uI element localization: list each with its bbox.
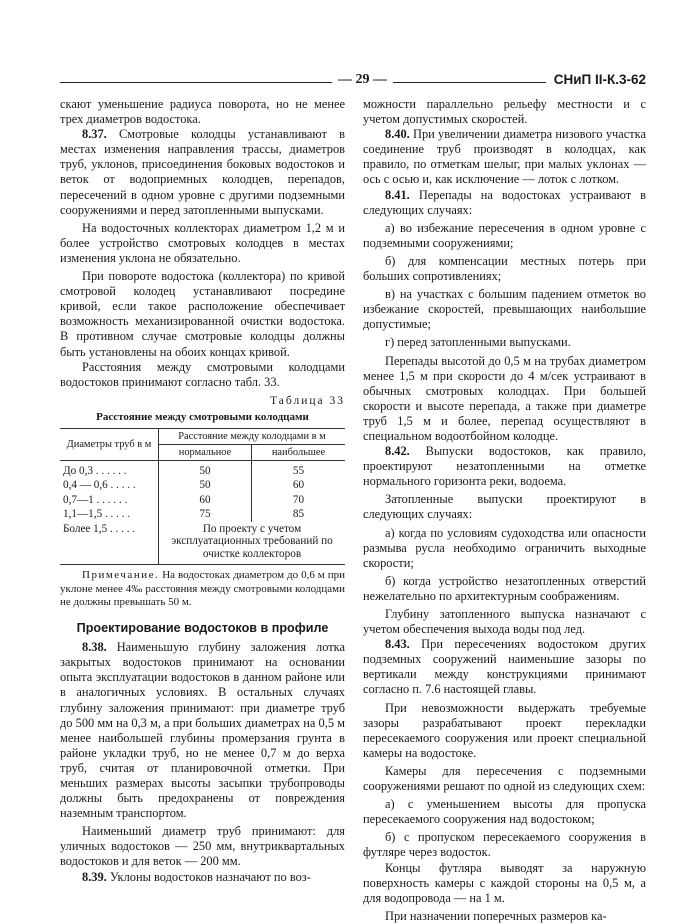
table-row: Более 1,5 . . . . . По проекту с учетом эксплуатационных требований по очистке коллекторов <box>60 522 345 565</box>
list-item: б) когда устройство незатопленных отверстий нежелательно по архитектурным соображениям. <box>363 573 646 603</box>
table-row: До 0,3 . . . . . . 50 55 <box>60 460 345 478</box>
table-row: 0,4 — 0,6 . . . . . 50 60 <box>60 478 345 493</box>
right-column <box>363 97 646 924</box>
list-item: а) во избежание пересечения в одном уровне с подземными сооружениями; <box>363 220 646 250</box>
clause-text: Уклоны водостоков назначают по воз- <box>106 869 311 884</box>
page-number: — 29 — <box>332 72 393 88</box>
paragraph-continuation: можности параллельно рельефу местности и с учетом допустимых скоростей. <box>363 97 646 127</box>
clause-text: При увеличении диаметра низового участка соединение труб производят в колодцах, как правило, по отметкам шелыг, при малых уклонах — ось с осью и, как исключение — лоток с лотком. <box>363 127 646 187</box>
table-header-distance: Расстояние между колодцами в м <box>159 428 346 444</box>
table-note <box>60 569 345 609</box>
table-header-max: наибольшее <box>251 444 345 460</box>
paragraph-drops: Перепады высотой до 0,5 м на трубах диаметром менее 1,5 м при скорости до 4 м/сек устраивают в обычных смотровых колодцах. При большей скорости и высоте перепада, а также при диаметре труб 1,5 м и более, перепад осуществляют в специальном водоотбойном колодце. <box>363 353 646 443</box>
clause-text: Перепады на водостоках устраивают в следующих случаях: <box>363 187 646 217</box>
paragraph-flooded-outlets: Затопленные выпуски проектируют в следующих случаях: <box>363 492 646 522</box>
table-title: Расстояние между смотровыми колодцами <box>96 410 309 423</box>
table-caption: Таблица 33 <box>270 394 345 407</box>
list-item: г) перед затопленными выпусками. <box>385 335 571 350</box>
table-row: 0,7—1 . . . . . . 60 70 <box>60 493 345 508</box>
clause-text: При пересечениях водостоком других подземных сооружений наименьшие зазоры по вертикали между конструкциями принимают согласно п. 7.6 настоящей главы. <box>363 637 646 697</box>
paragraph-casing-ends: Концы футляра выводят за наружную поверхность камеры с каждой стороны на 0,5 м, а для водопровода — на 1 м. <box>363 860 646 905</box>
paragraph-8-39 <box>60 870 345 885</box>
list-item: б) с пропуском пересекаемого сооружения в футляре через водосток. <box>363 830 646 860</box>
table-header-normal: нормальное <box>159 444 252 460</box>
paragraph-8-42 <box>363 444 646 489</box>
table-bottom-rule <box>60 564 345 565</box>
clause-number: 8.41. <box>385 187 410 202</box>
note-label: Примечание. <box>82 569 160 582</box>
clause-text: Выпуски водостоков, как правило, проектируют незатопленными на отметке нормального горизонта реки, водоема. <box>363 444 646 489</box>
paragraph-continuation: скают уменьшение радиуса поворота, но не менее трех диаметров водостока. <box>60 97 345 127</box>
list-item: б) для компенсации местных потерь при больших сопротивлениях; <box>363 253 646 284</box>
document-code: СНиП II-К.3-62 <box>546 72 646 87</box>
clause-number: 8.39. <box>82 869 107 884</box>
distance-table <box>60 428 345 565</box>
clause-number: 8.40. <box>385 127 410 142</box>
paragraph-min-diameter: Наименьший диаметр труб принимают: для уличных водостоков — 250 мм, внутриквартальных водостоков и для веток — 200 мм. <box>60 824 345 869</box>
clause-number: 8.37. <box>82 127 107 142</box>
paragraph-8-38 <box>60 640 345 821</box>
paragraph-distances: Расстояния между смотровыми колодцами водостоков принимают согласно табл. 33. <box>60 359 345 389</box>
clause-number: 8.43. <box>385 637 410 652</box>
clause-number: 8.38. <box>82 640 107 655</box>
paragraph-8-41 <box>363 188 646 218</box>
paragraph-chambers: Камеры для пересечения с подземными сооружениями решают по одной из следующих схем: <box>363 763 646 794</box>
paragraph-last: При назначении поперечных размеров ка- <box>385 908 607 923</box>
left-column <box>60 97 345 885</box>
paragraph-collectors: На водосточных коллекторах диаметром 1,2 м и более устройство смотровых колодцев в местах изменения уклона не обязательно. <box>60 220 345 265</box>
paragraph-8-40 <box>363 127 646 187</box>
list-item: а) с уменьшением высоты для пропуска пересекаемого сооружения над водостоком; <box>363 797 646 827</box>
section-heading: Проектирование водостоков в профиле <box>76 621 329 636</box>
clause-number: 8.42. <box>385 444 410 459</box>
table-row: 1,1—1,5 . . . . . 75 85 <box>60 507 345 522</box>
paragraph-outlet-depth: Глубину затопленного выпуска назначают с учетом обеспечения выхода воды под лед. <box>363 607 646 637</box>
clause-text: Смотровые колодцы устанавливают в местах изменения направления трассы, диаметров труб, уклонов, присоединения боковых водостоков и веток от водоприемных колодцев, перепадов, пересечений в одном уровне с другими подземными сооружениями и перед затопленными выпусками. <box>60 127 345 217</box>
paragraph-gaps: При невозможности выдержать требуемые зазоры разрабатывают проект перекладки пересекаемого сооружения или проект специальной камеры на водостоке. <box>363 700 646 760</box>
paragraph-turn: При повороте водостока (коллектора) по кривой смотровой колодец устанавливают посредине кривой, если такое расположение обеспечивает возможность механизированной очистки водостока. В противном случае смотровые колодцы должны быть установлены на обоих концах кривой. <box>60 269 345 359</box>
note-text: На водостоках диаметром до 0,6 м при уклоне менее 4‰ расстояния между смотровыми колодцами не должны превышать 50 м. <box>60 569 345 608</box>
list-item: в) на участках с большим падением отметок во избежание скоростей, превышающих наибольшие допустимые; <box>363 287 646 332</box>
page-header <box>60 72 646 94</box>
clause-text: Наименьшую глубину заложения лотка закрытых водостоков принимают на основании опыта эксплуатации водостоков в данном районе или в аналогичных условиях. В остальных случаях глубину заложения принимают: при диаметре труб до 500 мм на 0,3 м, а при больших диаметрах на 0,5 м менее наибольшей глубины промерзания грунта в районе укладки труб, но не менее 0,7 м до верха труб, считая от планировочной отметки. При меньших размерах высоты засыпки трубопроводы должны быть предохранены от повреждения наземным транспортом. <box>60 640 345 821</box>
paragraph-8-37 <box>60 127 345 218</box>
table-header-diameter: Диаметры труб в м <box>60 428 159 460</box>
list-item: а) когда по условиям судоходства или опасности размыва русла необходимо ограничить выходные скорости; <box>363 525 646 570</box>
paragraph-8-43 <box>363 637 646 697</box>
